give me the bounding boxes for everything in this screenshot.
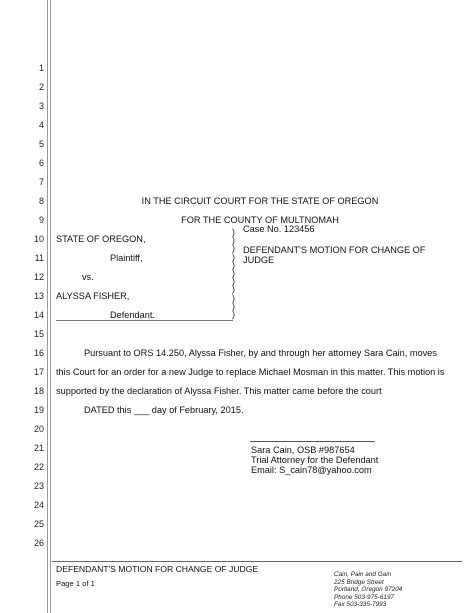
caption-underline xyxy=(56,320,233,321)
left-margin-line-outer xyxy=(47,0,48,613)
page-indicator: Page 1 of 1 xyxy=(56,579,95,588)
line-number: 26 xyxy=(33,538,44,548)
dated-line: DATED this ___ day of February, 2015. xyxy=(84,405,244,415)
line-number: 25 xyxy=(33,519,44,529)
line-number: 24 xyxy=(33,500,44,510)
line-number: 22 xyxy=(33,462,44,472)
line-number: 4 xyxy=(38,120,44,130)
attorney-email: Email: S_cain78@yahoo.com xyxy=(251,465,372,475)
firm-street: 225 Bridge Street xyxy=(334,578,384,586)
motion-title-line-1: DEFENDANT'S MOTION FOR CHANGE OF xyxy=(243,245,426,255)
attorney-title: Trial Attorney for the Defendant xyxy=(251,455,379,465)
signature-line xyxy=(250,441,375,442)
defendant-role: Defendant. xyxy=(110,310,155,320)
line-number: 20 xyxy=(33,424,44,434)
line-number: 23 xyxy=(33,481,44,491)
line-number: 21 xyxy=(33,443,44,453)
line-number: 12 xyxy=(33,272,44,282)
line-number: 16 xyxy=(33,348,44,358)
line-number: 10 xyxy=(33,234,44,244)
body-line-3: supported by the declaration of Alyssa Fisher. This matter came before the court xyxy=(56,386,382,396)
line-number: 1 xyxy=(38,63,44,73)
firm-name: Cain, Pain and Gain xyxy=(334,571,392,578)
firm-address-block xyxy=(334,571,402,609)
left-margin-line-inner xyxy=(50,0,51,613)
county-heading: FOR THE COUNTY OF MULTNOMAH xyxy=(181,215,339,225)
footer-title: DEFENDANT'S MOTION FOR CHANGE OF JUDGE xyxy=(56,564,259,574)
line-number: 11 xyxy=(34,253,44,263)
footer-rule xyxy=(52,561,462,562)
body-line-1: Pursuant to ORS 14.250, Alyssa Fisher, by and through her attorney Sara Cain, moves xyxy=(84,348,437,358)
line-number: 14 xyxy=(33,310,44,320)
plaintiff-name: STATE OF OREGON, xyxy=(56,234,146,244)
court-heading: IN THE CIRCUIT COURT FOR THE STATE OF OREGON xyxy=(141,196,379,206)
firm-fax: Fax 503-335-7993 xyxy=(334,601,387,609)
line-number: 2 xyxy=(38,82,44,92)
caption-parentheses: ) ) ) ) ) ) ) ) ) ) ) xyxy=(232,227,235,320)
body-line-2: this Court for an order for a new Judge to replace Michael Mosman in this matter. This motion is xyxy=(56,367,445,377)
firm-phone: Phone 503-975-6197 xyxy=(334,593,395,601)
versus-label: vs. xyxy=(82,272,94,282)
line-number: 13 xyxy=(33,291,44,301)
line-number: 5 xyxy=(38,139,44,149)
plaintiff-role: Plaintiff, xyxy=(110,253,143,263)
line-number: 19 xyxy=(33,405,44,415)
attorney-name: Sara Cain, OSB #987654 xyxy=(251,445,355,455)
line-number: 15 xyxy=(33,329,44,339)
firm-city: Portland, Oregon 97204 xyxy=(334,586,403,594)
line-number: 17 xyxy=(33,367,44,377)
line-number: 8 xyxy=(38,196,44,206)
line-number: 7 xyxy=(38,177,44,187)
line-number: 3 xyxy=(38,101,44,111)
motion-title-line-2: JUDGE xyxy=(243,255,275,265)
line-number: 6 xyxy=(38,158,44,168)
line-number: 9 xyxy=(38,215,44,225)
line-number: 18 xyxy=(33,386,44,396)
defendant-name: ALYSSA FISHER, xyxy=(56,291,130,301)
case-number: Case No. 123456 xyxy=(243,224,315,234)
